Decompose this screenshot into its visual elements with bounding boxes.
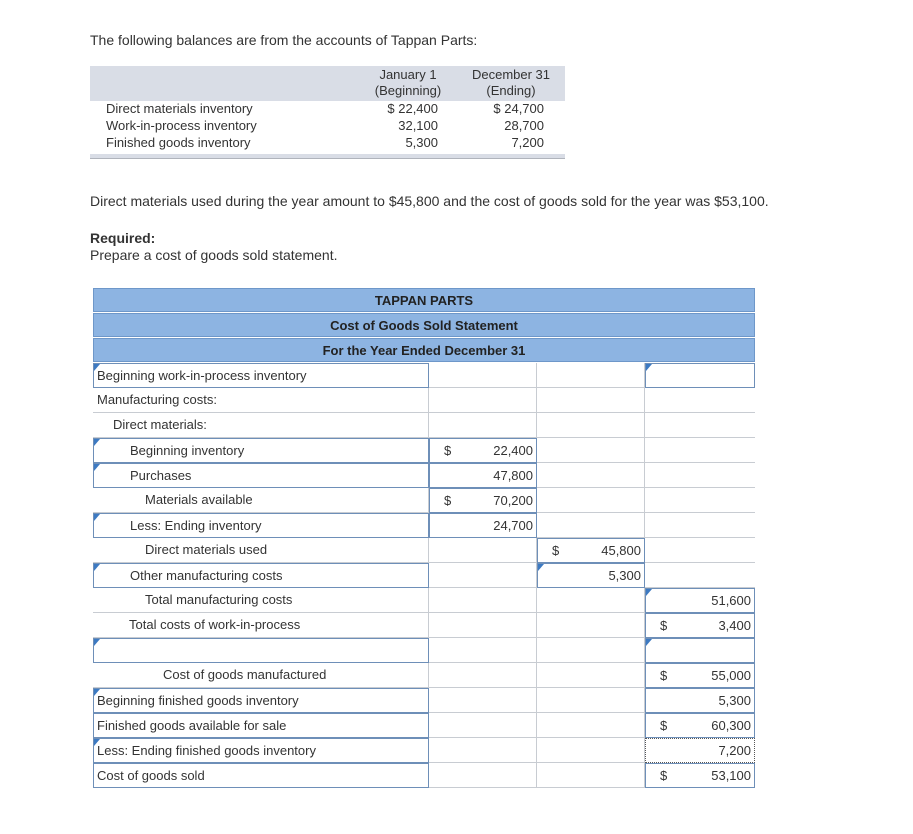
- balance-row-label: Work-in-process inventory: [106, 118, 257, 133]
- dm-used-input[interactable]: $ 45,800: [537, 538, 645, 563]
- ending-dm-input[interactable]: 24,700: [429, 513, 537, 538]
- balances-bottom-rule: [90, 154, 565, 159]
- balance-end-value: 7,200: [511, 135, 544, 150]
- statement-row-label[interactable]: Beginning finished goods inventory: [93, 688, 429, 713]
- statement-row-label[interactable]: Cost of goods sold: [93, 763, 429, 788]
- statement-row-label: Manufacturing costs:: [93, 388, 429, 413]
- statement-row-label[interactable]: Beginning inventory: [93, 438, 429, 463]
- statement-period: For the Year Ended December 31: [93, 338, 755, 362]
- statement-row-label[interactable]: Less: Ending finished goods inventory: [93, 738, 429, 763]
- materials-available-input[interactable]: $ 70,200: [429, 488, 537, 513]
- statement-row-label: Direct materials:: [93, 413, 429, 438]
- col-december-line2: (Ending): [486, 83, 536, 98]
- ending-wip-label-input[interactable]: [93, 638, 429, 663]
- balance-begin-value: 32,100: [398, 118, 438, 133]
- statement-row-label[interactable]: Beginning work-in-process inventory: [93, 363, 429, 388]
- statement-row-label[interactable]: Less: Ending inventory: [93, 513, 429, 538]
- statement-row-label: Materials available: [93, 488, 429, 513]
- balances-table: [90, 66, 565, 172]
- statement-row-label: Cost of goods manufactured: [93, 663, 429, 688]
- statement-title: Cost of Goods Sold Statement: [93, 313, 755, 337]
- fg-available-input[interactable]: $ 60,300: [645, 713, 755, 738]
- ending-wip-input[interactable]: [645, 638, 755, 663]
- beginning-wip-input[interactable]: [645, 363, 755, 388]
- balance-row-label: Direct materials inventory: [106, 101, 253, 116]
- intro-text: The following balances are from the accounts of Tappan Parts:: [90, 32, 478, 48]
- balance-row-label: Finished goods inventory: [106, 135, 251, 150]
- col-january-line2: (Beginning): [374, 83, 442, 98]
- col-december-line1: December 31: [471, 67, 551, 82]
- statement-row-label[interactable]: Finished goods available for sale: [93, 713, 429, 738]
- beginning-dm-input[interactable]: $ 22,400: [429, 438, 537, 463]
- statement-row-label[interactable]: Purchases: [93, 463, 429, 488]
- purchases-input[interactable]: 47,800: [429, 463, 537, 488]
- required-text: Prepare a cost of goods sold statement.: [90, 247, 338, 263]
- balance-end-value: 28,700: [504, 118, 544, 133]
- statement-row-label: Total costs of work-in-process: [93, 613, 429, 638]
- col-january-line1: January 1: [379, 67, 437, 82]
- col-december-header: [466, 67, 556, 99]
- statement-row-label[interactable]: Other manufacturing costs: [93, 563, 429, 588]
- statement-row-label: Direct materials used: [93, 538, 429, 563]
- balance-end-value: $ 24,700: [493, 101, 544, 116]
- ending-fg-input[interactable]: 7,200: [645, 738, 755, 763]
- total-mfg-costs-input[interactable]: 51,600: [645, 588, 755, 613]
- beginning-fg-input[interactable]: 5,300: [645, 688, 755, 713]
- col-january-header: [368, 67, 448, 99]
- cogs-input[interactable]: $ 53,100: [645, 763, 755, 788]
- required-heading: Required:: [90, 230, 156, 246]
- total-wip-input[interactable]: $ 3,400: [645, 613, 755, 638]
- cogm-input[interactable]: $ 55,000: [645, 663, 755, 688]
- statement-company: TAPPAN PARTS: [93, 288, 755, 312]
- statement-row-label: Total manufacturing costs: [93, 588, 429, 613]
- problem-paragraph: Direct materials used during the year amount to $45,800 and the cost of goods sold for the year was $53,100.: [90, 193, 769, 209]
- other-mfg-costs-input[interactable]: 5,300: [537, 563, 645, 588]
- balance-begin-value: 5,300: [405, 135, 438, 150]
- balance-begin-value: $ 22,400: [387, 101, 438, 116]
